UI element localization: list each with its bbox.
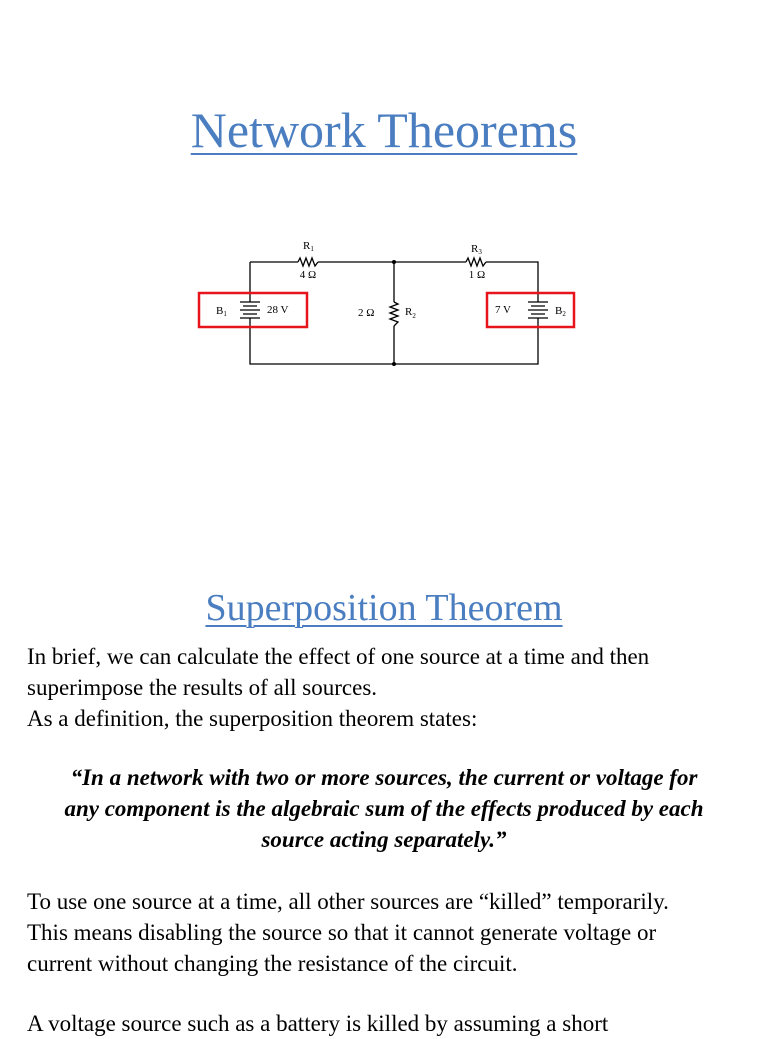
circuit-diagram [190, 232, 590, 377]
battery-b2-symbol [528, 298, 548, 324]
quote-line: source acting separately.” [261, 827, 507, 852]
r3-value: 1 Ω [468, 269, 486, 281]
battery-b1-symbol [240, 298, 260, 324]
junction-top [392, 260, 396, 264]
page-title: Network Theorems [190, 102, 578, 158]
b2-label: B2 [555, 305, 566, 318]
resistor-r2-zigzag [390, 302, 398, 326]
resistor-r1-zigzag [298, 258, 318, 266]
intro-line: As a definition, the superposition theorem states: [27, 706, 478, 731]
body-line: current without changing the resistance of the circuit. [27, 951, 518, 976]
b2-value: 7 V [495, 304, 511, 316]
cutoff-line: A voltage source such as a battery is killed by assuming a short [27, 1011, 609, 1036]
body-line: This means disabling the source so that it cannot generate voltage or [27, 920, 657, 945]
theorem-quote [20, 762, 748, 855]
intro-line: In brief, we can calculate the effect of one source at a time and then [27, 644, 650, 669]
intro-line: superimpose the results of all sources. [27, 675, 378, 700]
r1-label: R1 [303, 240, 314, 253]
junction-bottom [392, 362, 396, 366]
section-title: Superposition Theorem [205, 587, 563, 629]
r1-value: 4 Ω [299, 269, 317, 281]
resistor-r3-zigzag [466, 258, 486, 266]
quote-line: “In a network with two or more sources, the current or voltage for [70, 765, 698, 790]
r3-label: R3 [471, 243, 482, 256]
intro-paragraph [27, 641, 747, 734]
r2-value: 2 Ω [358, 307, 375, 319]
r2-label: $R_2$ [405, 306, 416, 320]
body-paragraph [27, 886, 747, 979]
b1-value: 28 V [267, 304, 289, 316]
quote-line: any component is the algebraic sum of the effects produced by each [64, 796, 704, 821]
body-line: To use one source at a time, all other sources are “killed” temporarily. [27, 889, 669, 914]
b1-label: B1 [216, 305, 227, 318]
